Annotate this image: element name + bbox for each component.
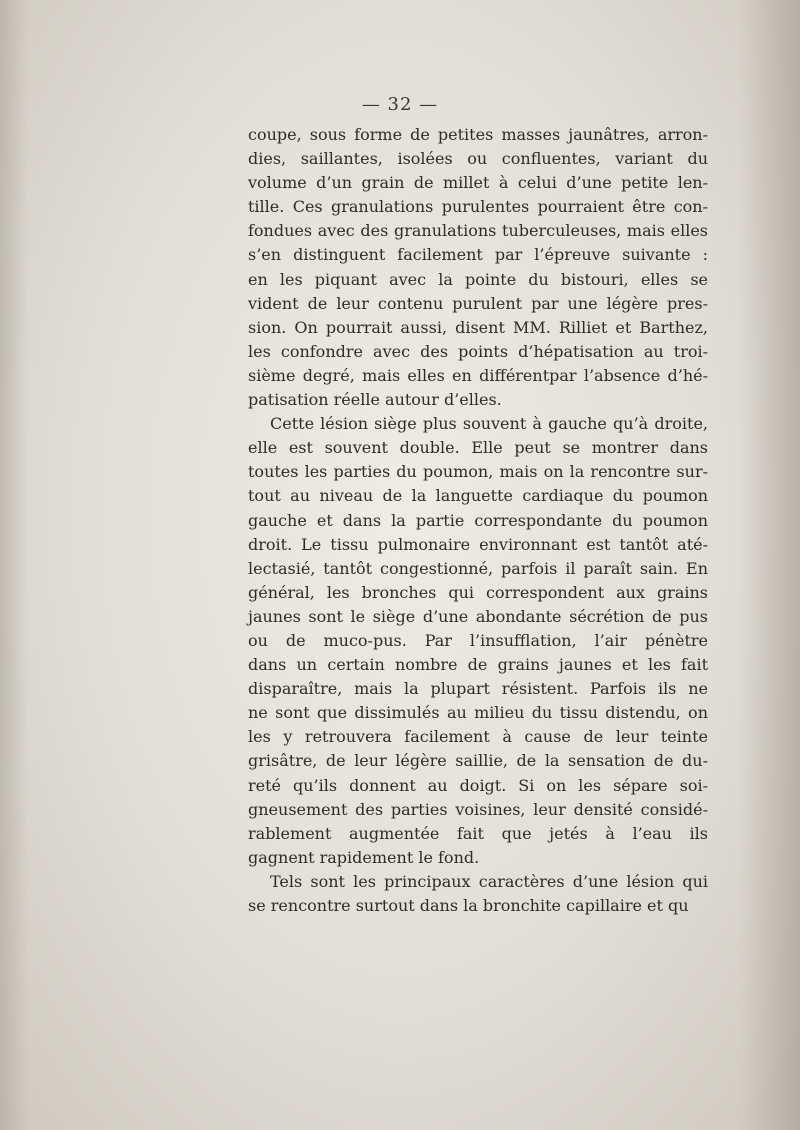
paragraph-end-line: gagnent rapidement le fond. [248, 847, 480, 867]
text-line: général, les bronches qui correspondent aux grains [248, 582, 708, 602]
text-line: grisâtre, de leur légère saillie, de la sensation de du- [248, 751, 708, 771]
text-line: rablement augmentée fait que jetés à l’eau ils [248, 823, 708, 843]
text-line: vident de leur contenu purulent par une légère pres- [248, 293, 708, 313]
text-line: lectasié, tantôt congestionné, parfois il paraît sain. En [248, 558, 708, 578]
text-line: droit. Le tissu pulmonaire environnant est tantôt até- [248, 534, 708, 554]
text-line: toutes les parties du poumon, mais on la rencontre sur- [248, 462, 708, 482]
text-line: reté qu’ils donnent au doigt. Si on les sépare soi- [248, 775, 708, 795]
paragraph-end-line: patisation réelle autour d’elles. [248, 390, 502, 410]
paragraph-start-line: Cette lésion siège plus souvent à gauche qu’à droite, [270, 414, 708, 434]
page-edge-shadow-right [740, 0, 800, 1130]
text-line: sième degré, mais elles en différentpar l’absence d’hé- [248, 365, 708, 385]
text-line: les y retrouvera facilement à cause de leur teinte [248, 727, 708, 747]
text-line: se rencontre surtout dans la bronchite capillaire et qu [248, 896, 689, 915]
text-line: gauche et dans la partie correspondante du poumon [248, 510, 708, 530]
paragraph-start-line: Tels sont les principaux caractères d’une lésion qui [270, 871, 708, 891]
text-line: les confondre avec des points d’hépatisation au troi- [248, 341, 708, 361]
text-line: coupe, sous forme de petites masses jaunâtres, arron- [248, 125, 708, 144]
text-line: fondues avec des granulations tuberculeuses, mais elles [248, 221, 708, 241]
body-text [248, 123, 708, 918]
text-line: sion. On pourrait aussi, disent MM. Rilliet et Barthez, [248, 317, 708, 337]
text-line: dies, saillantes, isolées ou confluentes, variant du [248, 149, 708, 169]
text-line: gneusement des parties voisines, leur densité considé- [248, 799, 708, 819]
text-line: tille. Ces granulations purulentes pourraient être con- [248, 197, 708, 217]
text-line: disparaître, mais la plupart résistent. Parfois ils ne [248, 679, 708, 699]
text-line: jaunes sont le siège d’une abondante sécrétion de pus [248, 606, 708, 626]
text-line: volume d’un grain de millet à celui d’une petite len- [248, 173, 708, 193]
text-line: elle est souvent double. Elle peut se montrer dans [248, 438, 708, 458]
text-line: s’en distinguent facilement par l’épreuve suivante : [248, 245, 708, 265]
text-line: en les piquant avec la pointe du bistouri, elles se [248, 269, 708, 289]
text-line: tout au niveau de la languette cardiaque du poumon [248, 486, 708, 506]
text-line: dans un certain nombre de grains jaunes et les fait [248, 655, 708, 675]
text-line: ou de muco-pus. Par l’insufflation, l’air pénètre [248, 630, 708, 650]
text-line: ne sont que dissimulés au milieu du tissu distendu, on [248, 703, 708, 723]
page-edge-shadow-left [0, 0, 28, 1130]
page-number: — 32 — [361, 94, 439, 115]
